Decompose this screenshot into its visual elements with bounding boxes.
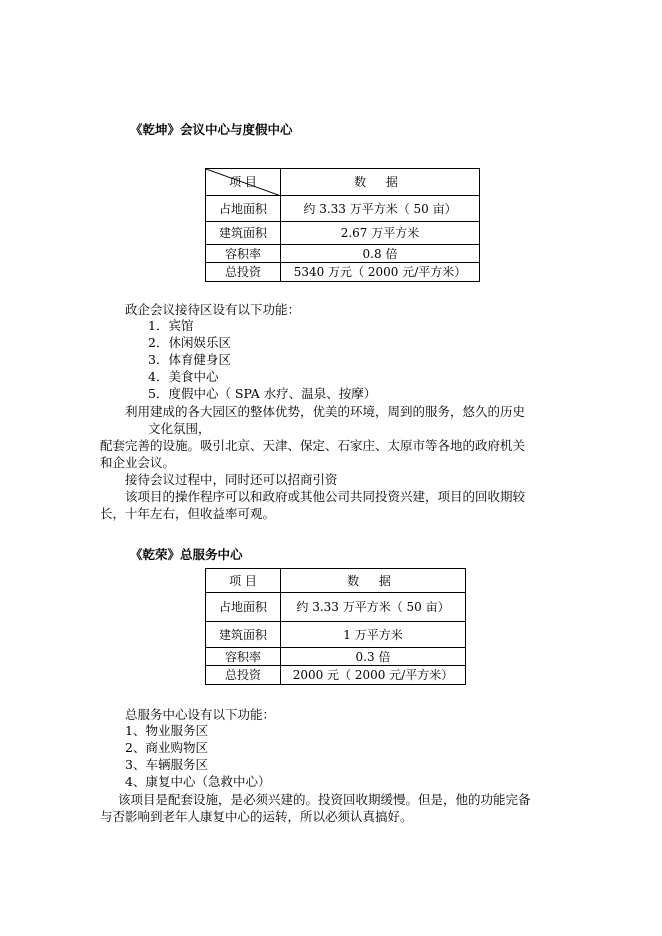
list-item: 4．美食中心	[148, 369, 219, 384]
list-item: 2．休闲娱乐区	[148, 335, 231, 350]
list-item: 1．宾馆	[148, 318, 194, 333]
table-row	[206, 263, 480, 282]
row-value: 2000 元（ 2000 元/平方米）	[281, 666, 466, 685]
table-header-row	[206, 169, 480, 196]
row-label: 容积率	[206, 245, 281, 263]
row-value: 1 万平方米	[281, 622, 466, 648]
paragraph-line: 长，十年左右，但收益率可观。	[100, 506, 276, 521]
section2-title: 《乾荣》总服务中心	[130, 547, 243, 562]
header-item-cell: 项 目	[206, 569, 281, 593]
row-label: 占地面积	[206, 593, 281, 622]
header-data-cell: 数 据	[281, 569, 466, 593]
list-item: 1、物业服务区	[125, 723, 208, 738]
section2-function-list	[125, 722, 270, 790]
table-row	[206, 196, 480, 222]
list-item: 2、商业购物区	[125, 740, 208, 755]
row-label: 总投资	[206, 666, 281, 685]
table-row	[206, 666, 466, 685]
section1-function-list	[148, 317, 376, 402]
paragraph-line: 和企业会议。	[100, 455, 176, 470]
list-item: 4、康复中心（急救中心）	[125, 774, 271, 789]
list-item: 5．度假中心（ SPA 水疗、温泉、按摩）	[148, 386, 377, 401]
row-value: 0.3 倍	[281, 648, 466, 666]
row-label: 总投资	[206, 263, 281, 282]
paragraph-line: 该项目的操作程序可以和政府或其他公司共同投资兴建，项目的回收期较	[125, 489, 526, 504]
header-data-cell: 数 据	[281, 169, 480, 196]
list-item: 3．体育健身区	[148, 352, 231, 367]
section1-title: 《乾坤》会议中心与度假中心	[130, 122, 293, 137]
section2-intro: 总服务中心设有以下功能：	[125, 707, 276, 722]
paragraph-line: 文化氛围，	[148, 421, 211, 436]
table-row	[206, 648, 466, 666]
paragraph-line: 与否影响到老年人康复中心的运转，所以必须认真搞好。	[100, 809, 413, 824]
table-row	[206, 222, 480, 245]
row-value: 0.8 倍	[281, 245, 480, 263]
row-value: 2.67 万平方米	[281, 222, 480, 245]
header-item-cell: 项 目	[206, 169, 281, 196]
table-row	[206, 245, 480, 263]
paragraph-line: 配套完善的设施。吸引北京、天津、保定、石家庄、太原市等各地的政府机关	[100, 438, 526, 453]
paragraph-line: 接待会议过程中，同时还可以招商引资	[125, 472, 338, 487]
list-item: 3、车辆服务区	[125, 757, 208, 772]
table-row	[206, 593, 466, 622]
paragraph-line: 该项目是配套设施，是必须兴建的。投资回收期缓慢。但是，他的功能完备	[118, 792, 531, 807]
row-label: 建筑面积	[206, 222, 281, 245]
section1-table	[205, 168, 480, 282]
row-value: 约 3.33 万平方米（ 50 亩）	[281, 196, 480, 222]
row-label: 占地面积	[206, 196, 281, 222]
row-label: 建筑面积	[206, 622, 281, 648]
paragraph-line: 利用建成的各大园区的整体优势，优美的环境，周到的服务，悠久的历史	[125, 404, 526, 419]
row-value: 5340 万元（ 2000 元/平方米）	[281, 263, 480, 282]
row-value: 约 3.33 万平方米（ 50 亩）	[281, 593, 466, 622]
table-row	[206, 622, 466, 648]
table-header-row	[206, 569, 466, 593]
section2-table	[205, 568, 466, 685]
section1-intro: 政企会议接待区设有以下功能：	[125, 302, 301, 317]
row-label: 容积率	[206, 648, 281, 666]
